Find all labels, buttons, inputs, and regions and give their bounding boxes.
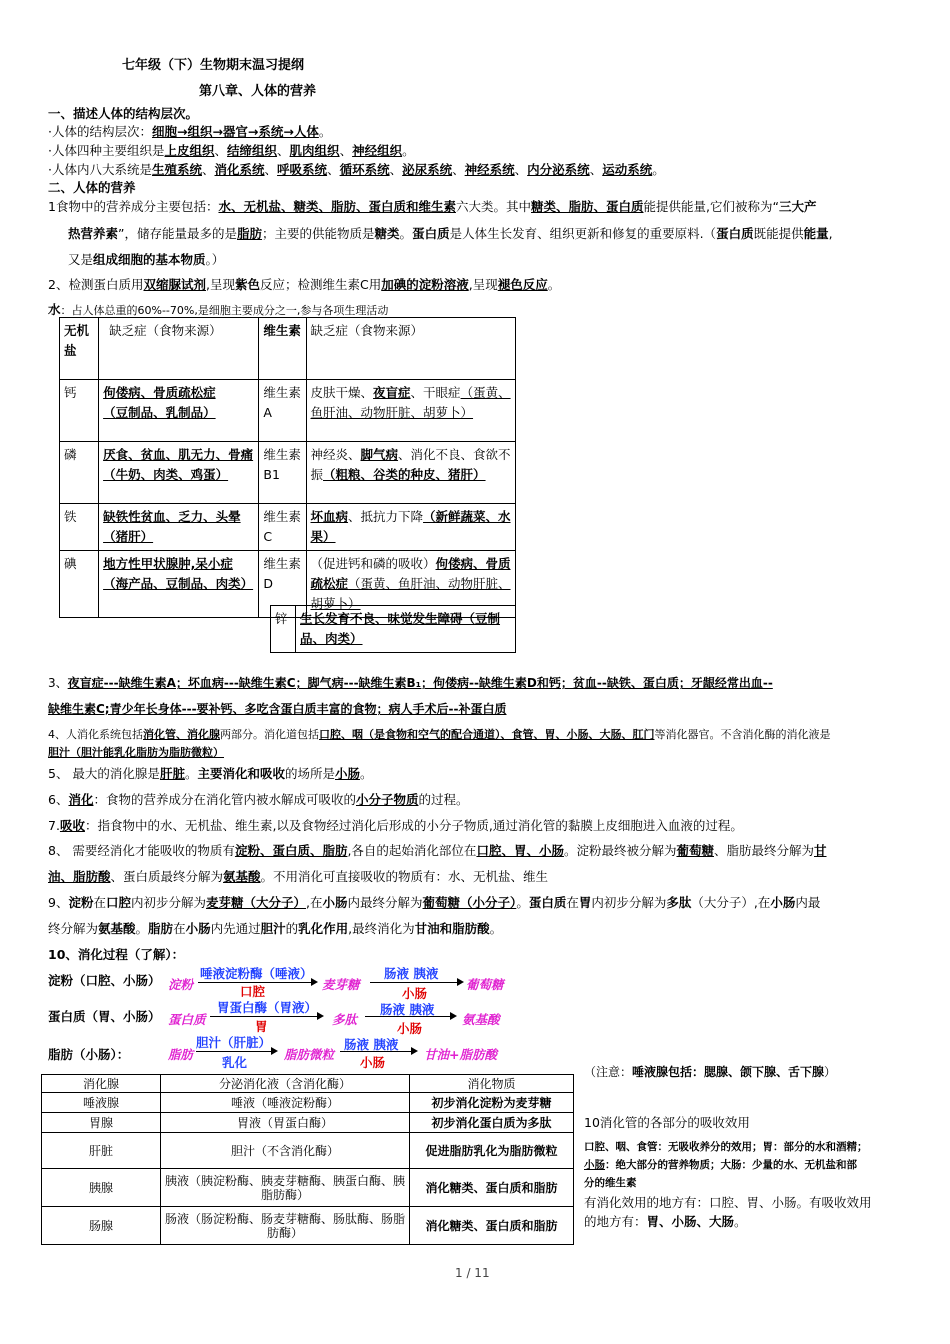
flow-starch-label: 淀粉（口腔、小肠） — [48, 973, 161, 988]
s1-line3: ·人体内八大系统是生殖系统、消化系统、呼吸系统、循环系统、泌尿系统、神经系统、内分泌系统、运动系统。 — [48, 162, 665, 177]
p1-line3: 又是组成细胞的基本物质。） — [68, 252, 225, 267]
flow-site-1: 口腔 — [240, 984, 266, 999]
table-row: 钙 佝偻病、骨质疏松症 （豆制品、乳制品） 维生素A 皮肤干燥、夜盲症、干眼症（蛋黄、鱼肝油、动物肝脏、胡萝卜） — [60, 380, 516, 442]
flow-protein-label: 蛋白质（胃、小肠） — [48, 1009, 161, 1024]
p3-line1: 3、夜盲症---缺维生素A；坏血病---缺维生素C；脚气病---缺维生素B₁；佝偻病--缺维生素D和钙；贫血--缺铁、蛋白质；牙龈经常出血-- — [48, 676, 773, 690]
table-row: 肝脏 胆汁（不含消化酶） 促进脂肪乳化为脂肪微粒 — [42, 1133, 574, 1169]
flow-enzyme-5: 胆汁（肝脏） — [196, 1035, 272, 1050]
table-row: 磷 厌食、贫血、肌无力、骨痛（牛奶、肉类、鸡蛋） 维生素B1 神经炎、脚气病、消化不良、食欲不振（粗粮、谷类的种皮、猪肝） — [60, 442, 516, 504]
section2-heading: 二、人体的营养 — [48, 180, 136, 195]
p4-line1: 4、人消化系统包括消化管、消化腺两部分。消化道包括口腔、咽（是食物和空气的配合通道）、食管、胃、小肠、大肠、肛门等消化器官。不含消化酶的消化液是 — [48, 728, 831, 741]
doc-title: 七年级（下）生物期末温习提纲 — [122, 58, 305, 73]
p5: 5、 最大的消化腺是肝脏。主要消化和吸收的场所是小肠。 — [48, 766, 373, 781]
table-row: 碘 地方性甲状腺肿,呆小症（海产品、豆制品、肉类） 维生素D （促进钙和磷的吸收）佝偻病、骨质疏松症（蛋黄、鱼肝油、动物肝脏、胡萝卜） — [60, 551, 516, 618]
side-line3: 分的维生素 — [584, 1177, 637, 1189]
th-vitamin: 维生素 — [259, 318, 306, 380]
section1-heading: 一、描述人体的结构层次。 — [48, 106, 199, 121]
flow-site-3: 胃 — [255, 1019, 268, 1034]
arrow-icon — [370, 982, 462, 983]
flow-enzyme-6: 肠液 胰液 — [344, 1037, 399, 1052]
flow-enzyme-4: 肠液 胰液 — [380, 1002, 435, 1017]
flow-starch: 淀粉 — [168, 977, 194, 992]
th-symptom1: 缺乏症（食物来源） — [99, 318, 259, 380]
p3-line2: 缺维生素C;青少年长身体---要补钙、多吃含蛋白质丰富的食物；病人手术后--补蛋白质 — [48, 702, 507, 716]
arrow-icon — [365, 1016, 455, 1017]
p9-line1: 9、淀粉在口腔内初步分解为麦芽糖（大分子）,在小肠内最终分解为葡萄糖（小分子）。蛋白质在胃内初步分解为多肽（大分子）,在小肠内最 — [48, 895, 821, 910]
flow-site-5: 乳化 — [222, 1055, 248, 1070]
flow-enzyme-1: 唾液淀粉酶（唾液） — [200, 966, 313, 981]
p4-line2: 胆汁（胆汁能乳化脂肪为脂肪微粒） — [48, 746, 224, 759]
table-row: 胰腺 胰液（胰淀粉酶、胰麦芽糖酶、胰蛋白酶、胰脂肪酶） 消化糖类、蛋白质和脂肪 — [42, 1169, 574, 1207]
flow-site-4: 小肠 — [397, 1021, 423, 1036]
page-number: 1 / 11 — [455, 1266, 490, 1280]
flow-site-2: 小肠 — [402, 986, 428, 1001]
table-row: 唾液腺 唾液（唾液淀粉酶） 初步消化淀粉为麦芽糖 — [42, 1093, 574, 1113]
flow-fat-droplet: 脂肪微粒 — [284, 1047, 335, 1062]
s1-line1: ·人体的结构层次：细胞→组织→器官→系统→人体。 — [48, 124, 332, 139]
arrow-icon — [196, 1051, 276, 1052]
side-line2: 小肠：绝大部分的营养物质；大肠：少量的水、无机盐和部 — [584, 1159, 857, 1171]
side-line5: 的地方有：胃、小肠、大肠。 — [584, 1214, 747, 1229]
flow-amino: 氨基酸 — [462, 1012, 500, 1027]
th-symptom2: 缺乏症（食物来源） — [306, 318, 515, 380]
digestive-gland-table: 消化腺 分泌消化液（含消化酶） 消化物质 唾液腺 唾液（唾液淀粉酶） 初步消化淀粉为麦芽糖 胃腺 胃液（胃蛋白酶） 初步消化蛋白质为多肽 肝脏 胆汁（不含消化酶） 促进脂肪乳化为脂肪微粒 胰腺 胰液（胰淀粉酶、胰麦芽糖酶、胰蛋白酶、胰脂肪酶） 消化糖类、蛋白质和脂肪 肠腺 肠液（肠淀粉酶、肠麦芽糖酶、肠肽酶、肠脂肪酶） 消化糖类、蛋白质和脂肪 — [41, 1074, 574, 1245]
flow-glycerol-fatty-acid: 甘油+脂肪酸 — [424, 1047, 497, 1062]
side-line1: 口腔、咽、食管：无吸收养分的效用；胃：部分的水和酒精； — [584, 1141, 868, 1153]
table-row: 胃腺 胃液（胃蛋白酶） 初步消化蛋白质为多肽 — [42, 1113, 574, 1133]
side-heading: 10消化管的各部分的吸收效用 — [584, 1115, 750, 1130]
flow-protein: 蛋白质 — [168, 1012, 206, 1027]
p1-line2: 热营养素”，储存能量最多的是脂肪；主要的供能物质是糖类。蛋白质是人体生长发育、组织更新和修复的重要原料.（蛋白质既能提供能量, — [68, 226, 833, 241]
p9-line2: 终分解为氨基酸。脂肪在小肠内先通过胆汁的乳化作用,最终消化为甘油和脂肪酸。 — [48, 921, 503, 936]
flow-maltose: 麦芽糖 — [322, 977, 360, 992]
p2: 2、检测蛋白质用双缩脲试剂,呈现紫色反应；检测维生素C用加碘的淀粉溶液,呈现褪色反应。 — [48, 277, 561, 292]
flow-enzyme-2: 肠液 胰液 — [384, 966, 439, 981]
salivary-note: （注意：唾液腺包括：腮腺、颌下腺、舌下腺） — [584, 1065, 837, 1079]
nutrient-deficiency-table — [59, 317, 516, 618]
chapter-title: 第八章、人体的营养 — [199, 84, 317, 99]
p8-line1: 8、 需要经消化才能吸收的物质有淀粉、蛋白质、脂肪,各自的起始消化部位在口腔、胃、小肠。淀粉最终被分解为葡萄糖、脂肪最终分解为甘 — [48, 843, 827, 858]
flow-enzyme-3: 胃蛋白酶（胃液） — [217, 1000, 318, 1015]
p10-heading: 10、消化过程（了解）： — [48, 947, 185, 962]
p7: 7.吸收：指食物中的水、无机盐、维生素,以及食物经过消化后形成的小分子物质,通过消化管的黏膜上皮细胞进入血液的过程。 — [48, 818, 743, 833]
table-row: 肠腺 肠液（肠淀粉酶、肠麦芽糖酶、肠肽酶、肠脂肪酶） 消化糖类、蛋白质和脂肪 — [42, 1207, 574, 1245]
zinc-row: 锌 生长发育不良、味觉发生障碍（豆制品、肉类） — [270, 605, 516, 653]
flow-glucose: 葡萄糖 — [466, 977, 504, 992]
side-line4: 有消化效用的地方有：口腔、胃、小肠。有吸收效用 — [584, 1195, 872, 1210]
flow-fat-label: 脂肪（小肠）： — [48, 1047, 130, 1062]
p6: 6、消化：食物的营养成分在消化管内被水解成可吸收的小分子物质的过程。 — [48, 792, 469, 807]
flow-peptide: 多肽 — [332, 1012, 358, 1027]
arrow-icon — [340, 1051, 416, 1052]
p1-line1: 1食物中的营养成分主要包括：水、无机盐、糖类、脂肪、蛋白质和维生素六大类。其中糖类、脂肪、蛋白质能提供能量,它们被称为“三大产 — [48, 199, 817, 214]
p8-line2: 油、脂肪酸、蛋白质最终分解为氨基酸。不用消化可直接吸收的物质有：水、无机盐、维生 — [48, 869, 549, 884]
flow-fat: 脂肪 — [168, 1047, 194, 1062]
table-row: 铁 缺铁性贫血、乏力、头晕（猪肝） 维生素C 坏血病、抵抗力下降（新鲜蔬菜、水果） — [60, 504, 516, 551]
s1-line2: ·人体四种主要组织是上皮组织、结缔组织、肌肉组织、神经组织。 — [48, 143, 415, 158]
th-mineral: 无机盐 — [60, 318, 99, 380]
flow-site-6: 小肠 — [360, 1055, 386, 1070]
water-note: 水：占人体总重的60%--70%,是细胞主要成分之一,参与各项生理活动 — [48, 302, 389, 317]
